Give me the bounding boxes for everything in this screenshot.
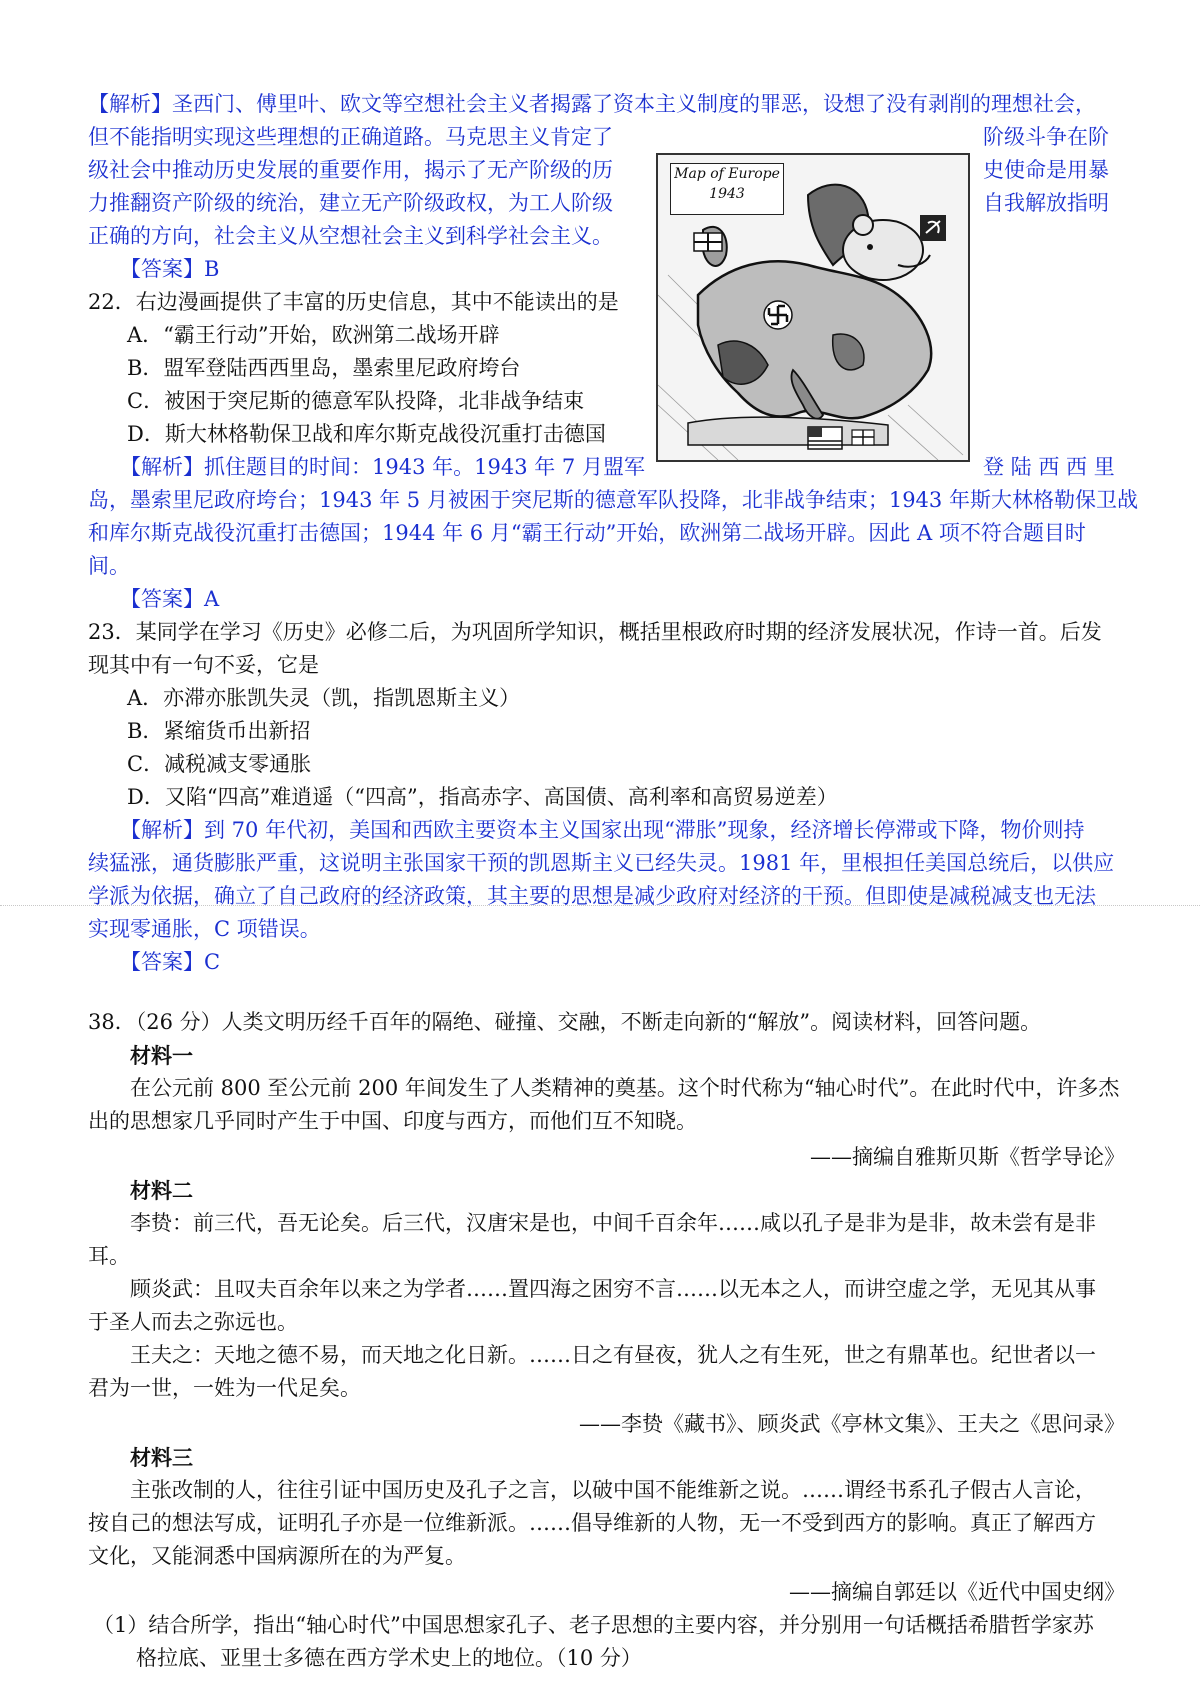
q38-material-2-line-5: 王夫之：天地之德不易，而天地之化日新。……日之有昼夜，犹人之有生死，世之有鼎革也。纪世者以一 bbox=[130, 1343, 1096, 1367]
map-title-line-1: Map of Europe bbox=[674, 166, 780, 182]
q21-analysis-line-5: 正确的方向，社会主义从空想社会主义到科学社会主义。 bbox=[88, 224, 613, 248]
q21-analysis-line-4: 力推翻资产阶级的统治，建立无产阶级政权，为工人阶级 bbox=[88, 191, 613, 215]
q38-subquestion-1-line-2: 格拉底、亚里士多德在西方学术史上的地位。（10 分） bbox=[136, 1646, 642, 1670]
q21-analysis-right-3: 自我解放指明 bbox=[983, 191, 1109, 215]
q38-material-2-source: ——李贽《藏书》、顾炎武《亭林文集》、王夫之《思问录》 bbox=[579, 1412, 1125, 1436]
q38-material-3-line-2: 按自己的想法写成，证明孔子亦是一位维新派。……倡导维新的人物，无一不受到西方的影响。真正了解西方 bbox=[88, 1511, 1096, 1535]
q23-option-d: D．又陷“四高”难逍遥（“四高”，指高赤字、高国债、高利率和高贸易逆差） bbox=[127, 785, 838, 809]
q38-material-3-line-3: 文化，又能洞悉中国病源所在的为严复。 bbox=[88, 1544, 466, 1568]
q38-material-2-line-1: 李贽：前三代，吾无论矣。后三代，汉唐宋是也，中间千百余年……咸以孔子是非为是非，故未尝有是非 bbox=[130, 1211, 1096, 1235]
q23-analysis-line-3: 学派为依据，确立了自己政府的经济政策，其主要的思想是减少政府对经济的干预。但即使是减税减支也无法 bbox=[88, 884, 1096, 908]
q38-stem: 38．（26 分）人类文明历经千百年的隔绝、碰撞、交融，不断走向新的“解放”。阅读材料，回答问题。 bbox=[88, 1010, 1042, 1034]
map-title-label bbox=[670, 163, 784, 215]
q23-analysis-line-2: 续猛涨，通货膨胀严重，这说明主张国家干预的凯恩斯主义已经失灵。1981 年，里根担任美国总统后，以供应 bbox=[88, 851, 1115, 875]
q22-analysis-line-4: 间。 bbox=[88, 554, 130, 578]
q23-analysis-line-1: 【解析】到 70 年代初，美国和西欧主要资本主义国家出现“滞胀”现象，经济增长停滞或下降，物价则持 bbox=[120, 818, 1085, 842]
q38-material-2-line-6: 君为一世，一姓为一代足矣。 bbox=[88, 1376, 361, 1400]
q23-option-c: C．减税减支零通胀 bbox=[127, 752, 312, 776]
q21-analysis-line-2: 但不能指明实现这些理想的正确道路。马克思主义肯定了 bbox=[88, 125, 613, 149]
q38-material-1-title: 材料一 bbox=[130, 1043, 193, 1068]
q22-option-b: B．盟军登陆西西里岛，墨索里尼政府垮台 bbox=[127, 356, 521, 380]
q22-analysis-right: 登 陆 西 西 里 bbox=[983, 455, 1115, 479]
q38-material-1-source: ——摘编自雅斯贝斯《哲学导论》 bbox=[810, 1145, 1125, 1169]
map-of-europe-cartoon bbox=[656, 153, 970, 462]
q22-answer: 【答案】A bbox=[120, 587, 220, 611]
q23-option-b: B．紧缩货币出新招 bbox=[127, 719, 311, 743]
q38-material-2-line-2: 耳。 bbox=[88, 1244, 130, 1268]
q23-answer: 【答案】C bbox=[120, 950, 221, 974]
q22-option-d: D．斯大林格勒保卫战和库尔斯克战役沉重打击德国 bbox=[127, 422, 606, 446]
q38-material-3-line-1: 主张改制的人，往往引证中国历史及孔子之言，以破中国不能维新之说。……谓经书系孔子假古人言论， bbox=[130, 1478, 1096, 1502]
q23-analysis-line-4: 实现零通胀，C 项错误。 bbox=[88, 917, 321, 941]
q22-analysis-line-3: 和库尔斯克战役沉重打击德国；1944 年 6 月“霸王行动”开始，欧洲第二战场开辟。因此 A 项不符合题目时 bbox=[88, 521, 1086, 545]
q21-analysis-line-3: 级社会中推动历史发展的重要作用，揭示了无产阶级的历 bbox=[88, 158, 613, 182]
q22-option-a: A．“霸王行动”开始，欧洲第二战场开辟 bbox=[127, 323, 500, 347]
map-title-line-2: 1943 bbox=[709, 186, 745, 202]
q38-material-3-source: ——摘编自郭廷以《近代中国史纲》 bbox=[789, 1580, 1125, 1604]
q21-analysis-right-2: 史使命是用暴 bbox=[983, 158, 1109, 182]
q23-stem-line-1: 23．某同学在学习《历史》必修二后，为巩固所学知识，概括里根政府时期的经济发展状况，作诗一首。后发 bbox=[88, 620, 1102, 644]
page-break-divider bbox=[0, 905, 1200, 906]
q38-material-2-line-4: 于圣人而去之弥远也。 bbox=[88, 1310, 298, 1334]
q38-material-1-line-1: 在公元前 800 至公元前 200 年间发生了人类精神的奠基。这个时代称为“轴心时代”。在此时代中，许多杰 bbox=[130, 1076, 1120, 1100]
q38-material-2-line-3: 顾炎武：且叹夫百余年以来之为学者……置四海之困穷不言……以无本之人，而讲空虚之学，无见其从事 bbox=[130, 1277, 1096, 1301]
q22-option-c: C．被困于突尼斯的德意军队投降，北非战争结束 bbox=[127, 389, 585, 413]
q21-answer: 【答案】B bbox=[120, 257, 220, 281]
q23-stem-line-2: 现其中有一句不妥，它是 bbox=[88, 653, 319, 677]
q21-analysis-right-1: 阶级斗争在阶 bbox=[983, 125, 1109, 149]
q22-analysis-line-1: 【解析】抓住题目的时间：1943 年。1943 年 7 月盟军 bbox=[120, 455, 645, 479]
q21-analysis-line-1: 【解析】圣西门、傅里叶、欧文等空想社会主义者揭露了资本主义制度的罪恶，设想了没有剥削的理想社会， bbox=[88, 92, 1096, 116]
q38-material-1-line-2: 出的思想家几乎同时产生于中国、印度与西方，而他们互不知晓。 bbox=[88, 1109, 697, 1133]
q38-material-2-title: 材料二 bbox=[130, 1178, 193, 1203]
q38-subquestion-1-line-1: （1）结合所学，指出“轴心时代”中国思想家孔子、老子思想的主要内容，并分别用一句话概括希腊哲学家苏 bbox=[93, 1613, 1094, 1637]
q38-material-3-title: 材料三 bbox=[130, 1445, 193, 1470]
q22-stem: 22．右边漫画提供了丰富的历史信息，其中不能读出的是 bbox=[88, 290, 619, 314]
q23-option-a: A．亦滞亦胀凯失灵（凯，指凯恩斯主义） bbox=[127, 686, 521, 710]
q22-analysis-line-2: 岛，墨索里尼政府垮台；1943 年 5 月被困于突尼斯的德意军队投降，北非战争结束；1943 年斯大林格勒保卫战 bbox=[88, 488, 1138, 512]
